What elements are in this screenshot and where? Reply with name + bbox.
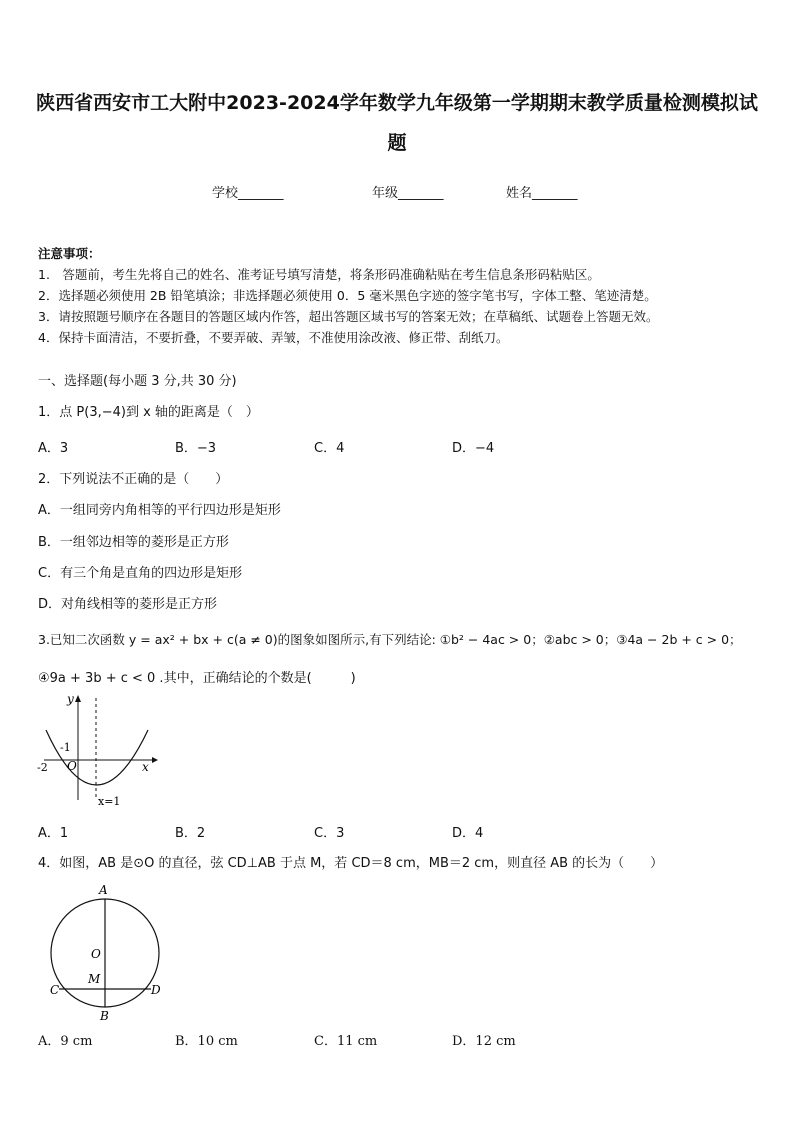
y-label: y bbox=[67, 692, 74, 706]
q4-option-d: D．12 cm bbox=[452, 1034, 516, 1049]
school-field: 学校_______ bbox=[212, 186, 284, 201]
y-axis-arrow bbox=[75, 695, 81, 702]
center-o-label: O bbox=[91, 947, 101, 961]
q3-option-c: C．3 bbox=[314, 826, 345, 841]
point-a-label: A bbox=[99, 883, 108, 897]
point-b-label: B bbox=[100, 1009, 109, 1023]
notes-heading: 注意事项： bbox=[38, 246, 101, 261]
q4-option-b: B．10 cm bbox=[175, 1034, 238, 1049]
note-item-4: 4．保持卡面清洁，不要折叠，不要弄破、弄皱，不准使用涂改液、修正带、刮纸刀。 bbox=[38, 330, 509, 345]
q3-option-a: A．1 bbox=[38, 826, 69, 841]
note-item-2: 2．选择题必须使用 2B 铅笔填涂；非选择题必须使用 0．5 毫米黑色字迹的签字笔书写，字体工整、笔迹清楚。 bbox=[38, 288, 657, 303]
x-label: x bbox=[142, 760, 149, 774]
note-item-3: 3．请按照题号顺序在各题目的答题区域内作答，超出答题区域书写的答案无效；在草稿纸、试题卷上答题无效。 bbox=[38, 309, 659, 324]
section-heading: 一、选择题(每小题 3 分,共 30 分) bbox=[38, 374, 237, 389]
page-title-line1: 陕西省西安市工大附中2023-2024学年数学九年级第一学期期末教学质量检测模拟试 bbox=[36, 92, 758, 114]
q3-option-d: D．4 bbox=[452, 826, 484, 841]
grade-field: 年级_______ bbox=[372, 186, 444, 201]
origin-label: O bbox=[67, 759, 77, 773]
point-d-label: D bbox=[151, 983, 161, 997]
q1-option-c: C．4 bbox=[314, 441, 345, 456]
q2-option-a: A．一组同旁内角相等的平行四边形是矩形 bbox=[38, 503, 281, 518]
q2-option-d: D．对角线相等的菱形是正方形 bbox=[38, 597, 218, 612]
q4-option-a: A．9 cm bbox=[38, 1034, 93, 1049]
q2-option-b: B．一组邻边相等的菱形是正方形 bbox=[38, 535, 229, 550]
q3-option-b: B．2 bbox=[175, 826, 206, 841]
q1-option-b: B．−3 bbox=[175, 441, 217, 456]
minus-two-label: -2 bbox=[37, 761, 48, 774]
q2-option-c: C．有三个角是直角的四边形是矩形 bbox=[38, 566, 243, 581]
parabola-curve bbox=[46, 730, 148, 785]
q1-option-a: A．3 bbox=[38, 441, 69, 456]
question-2-text: 2．下列说法不正确的是（ ） bbox=[38, 472, 229, 487]
question-1-text: 1．点 P(3,−4)到 x 轴的距离是（ ） bbox=[38, 405, 259, 420]
parabola-figure bbox=[34, 690, 160, 810]
question-4-text: 4．如图，AB 是⊙O 的直径，弦 CD⊥AB 于点 M，若 CD＝8 cm，MB＝2 cm，则直径 AB 的长为（ ） bbox=[38, 856, 664, 871]
circle-figure bbox=[40, 878, 170, 1026]
question-3-line1: 3.已知二次函数 y = ax² + bx + c(a ≠ 0)的图象如图所示,有下列结论: ①b² − 4ac > 0；②abc > 0；③4a − 2b + c > 0； bbox=[38, 632, 742, 647]
note-item-1: 1. 答题前，考生先将自己的姓名、准考证号填写清楚，将条形码准确粘贴在考生信息条形码粘贴区。 bbox=[38, 267, 600, 282]
q1-option-d: D．−4 bbox=[452, 441, 495, 456]
minus-one-label: -1 bbox=[60, 741, 71, 754]
x-axis-arrow bbox=[152, 757, 158, 763]
point-m-label: M bbox=[88, 972, 101, 986]
q4-option-c: C．11 cm bbox=[314, 1034, 378, 1049]
symmetry-axis-label: x=1 bbox=[98, 795, 121, 808]
page-title-line2: 题 bbox=[387, 132, 407, 154]
question-3-line2: ④9a + 3b + c < 0 .其中，正确结论的个数是( ) bbox=[38, 671, 356, 686]
point-c-label: C bbox=[50, 983, 60, 997]
name-field: 姓名_______ bbox=[506, 186, 578, 201]
